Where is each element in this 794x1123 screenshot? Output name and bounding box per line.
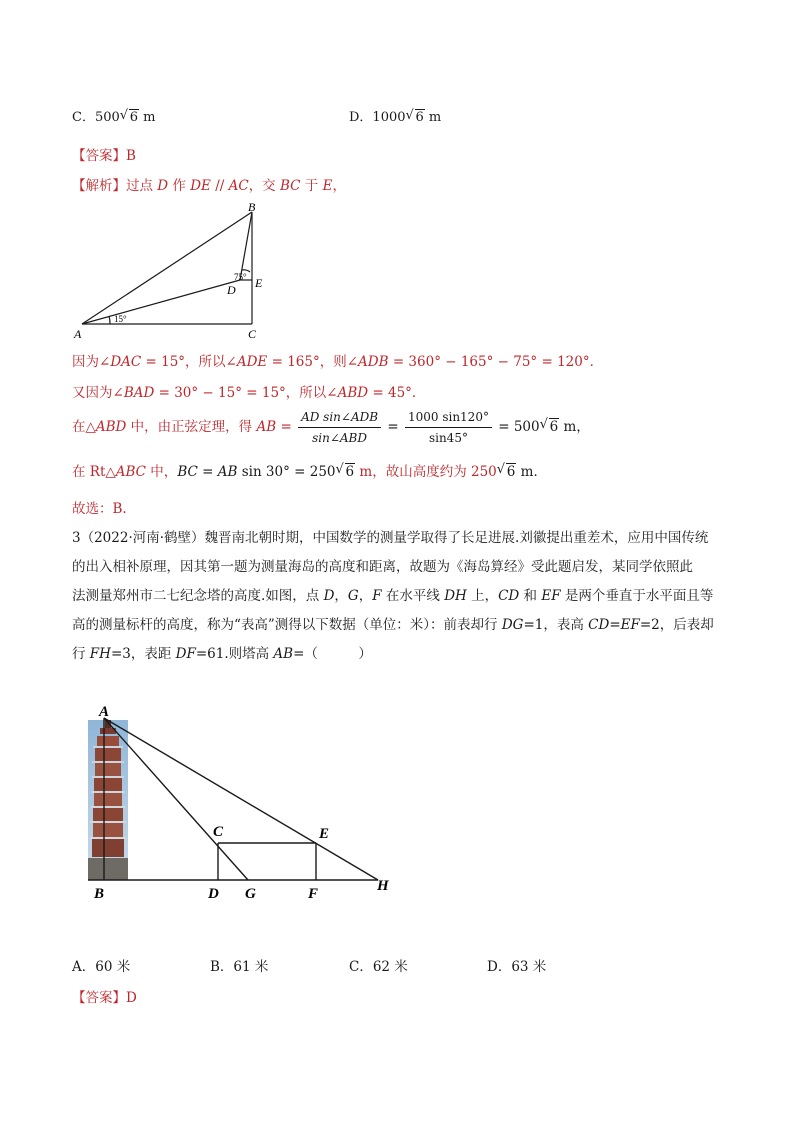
answer-3: [72, 986, 137, 1006]
angle-15: 15°: [114, 314, 127, 324]
choice-a: A．60 米: [72, 959, 131, 975]
analysis-line-4: 在 Rt△ABC 中，BC = AB sin 30° = 250 √ 6 m，故山高度约为 250 √ 6 m．: [72, 462, 547, 480]
analysis-line-3: 在△ABD 中，由正弦定理，得 AB = $\frac{\text{AD sin∠ADB}}{\text{sin∠ABD}}$ = $\frac{1000 \sin 120^\circ}{\sin 45^\circ}$ = 500 √ 6 m，: [72, 410, 590, 445]
choice-c: C．62 米: [349, 959, 408, 975]
label-D: D: [208, 886, 219, 902]
label-B: B: [94, 886, 105, 902]
label-E: E: [255, 276, 263, 290]
label-G: G: [245, 886, 256, 902]
choice-b: B．61 米: [210, 959, 269, 975]
answer-tag: 【答案】: [72, 990, 126, 1006]
option-c: C．500 √ 6 m: [72, 108, 156, 125]
fraction-1: $\frac{\text{AD sin∠ADB}}{\text{sin∠ABD}}$: [298, 408, 381, 447]
label-F: F: [308, 886, 319, 902]
label-C: C: [248, 327, 257, 341]
analysis-line-2: 又因为∠BAD = 30° − 15° = 15°，所以∠ABD = 45°．: [72, 385, 426, 401]
answer-value: D: [126, 990, 137, 1006]
tower-figure: [84, 700, 404, 904]
label-C: C: [213, 824, 224, 840]
label-E: E: [319, 826, 330, 842]
option-d: D．1000 √ 6 m: [349, 108, 442, 125]
label-B: B: [248, 200, 256, 214]
label-A: A: [99, 704, 110, 720]
analysis-line-1: 因为∠DAC = 15°，所以∠ADE = 165°，则∠ADB = 360° − 165° − 75° = 120°．: [72, 354, 604, 370]
analysis-heading: 【解析】过点 D 作 DE // AC，交 BC 于 E，: [72, 178, 346, 194]
answer-1: [72, 144, 136, 164]
conclusion: 故选：B.: [72, 501, 127, 517]
answer-tag: 【答案】: [72, 148, 126, 164]
label-H: H: [377, 878, 389, 894]
answer-value: B: [126, 148, 136, 164]
question-3: 3（2022·河南·鹤壁）魏晋南北朝时期，中国数学的测量学取得了长足进展.刘徽提出重差术，应用中国传统 的出入相补原理，因其第一题为测量海岛的高度和距离，故题为《海岛算经》受此题启发，某同学依照此 法测量郑州市二七纪念塔的高度.如图，点 D，G，F 在水平线 DH 上，CD 和 EF 是两个垂直于水平面且等 高的测量标杆的高度，称为“表高”测得以下数据（单位：米）：前表却行 DG=1，表高 CD=EF=2，后表却 行 FH=3，表距 DF=61.则塔高 AB=（ ）: [72, 530, 714, 662]
angle-75: 75°: [234, 272, 247, 282]
label-D: D: [227, 283, 236, 297]
triangle-figure: [70, 198, 270, 344]
choice-d: D．63 米: [487, 959, 547, 975]
fraction-2: $\frac{1000 \sin 120^\circ}{\sin 45^\circ}$: [405, 408, 492, 447]
tower-image: [88, 720, 128, 880]
label-A: A: [74, 327, 82, 341]
